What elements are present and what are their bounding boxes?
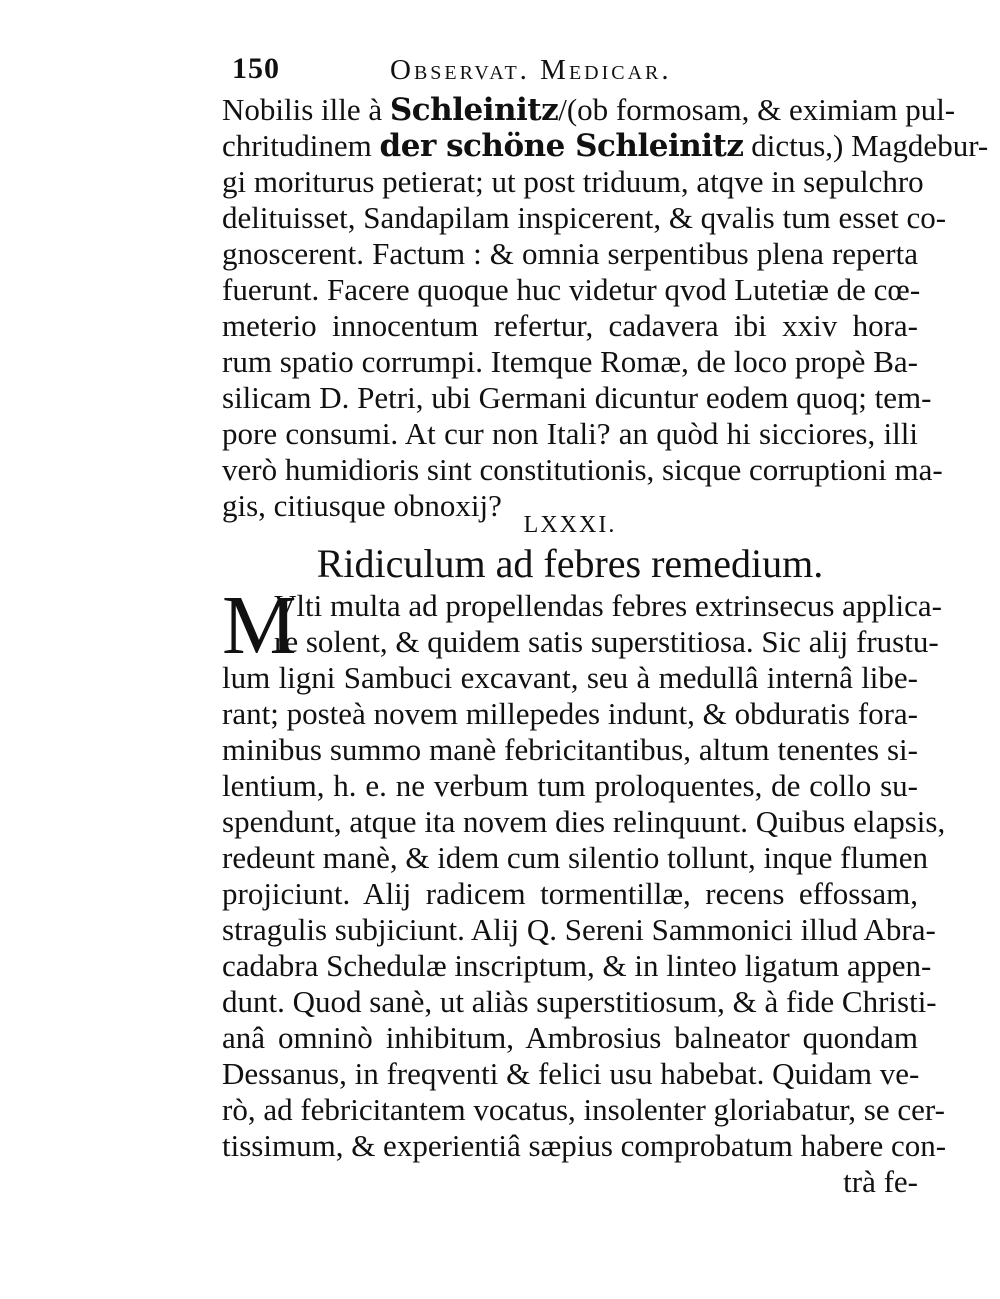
text-line: anâ omninò inhibitum, Ambrosius balneator quondam <box>222 1020 918 1055</box>
chapter-body <box>222 588 947 1200</box>
text-line: dunt. Quod sanè, ut aliàs superstitiosum, & à fide Christi- <box>222 984 937 1019</box>
text-line: pore consumi. At cur non Itali? an quòd hi sicciores, illi <box>222 416 918 451</box>
text-run: Nobilis ille à <box>222 92 390 127</box>
text-line: projiciunt. Alij radicem tormentillæ, recens effossam, <box>222 876 918 911</box>
text-line: gi moriturus petierat; ut post triduum, atqve in sepulchro <box>222 164 924 199</box>
text-line: gis, citiusque obnoxij? <box>222 488 502 523</box>
page-number: 150 <box>232 52 280 85</box>
text-line: spendunt, atque ita novem dies relinquunt. Quibus elapsis, <box>222 804 946 839</box>
text-line: meterio innocentum refertur, cadavera ibi xxiv hora- <box>222 308 918 343</box>
text-line: cadabra Schedulæ inscriptum, & in linteo ligatum appen- <box>222 948 932 983</box>
running-title: Observat. Medicar. <box>390 54 672 86</box>
text-line: redeunt manè, & idem cum silentio tollunt, inque flumen <box>222 840 928 875</box>
text-line: stragulis subjiciunt. Alij Q. Sereni Sammonici illud Abra- <box>222 912 936 947</box>
text-line: lentium, h. e. ne verbum tum proloquentes, de collo su- <box>222 768 918 803</box>
blackletter-name: Schleinitz <box>389 92 559 128</box>
text-run: dictus,) Magdebur- <box>743 128 989 163</box>
blackletter-name: der schöne Schleinitz <box>379 128 744 164</box>
drop-capital: M <box>222 579 297 672</box>
text-line: Dessanus, in freqventi & felici usu habebat. Quidam ve- <box>222 1056 920 1091</box>
text-line: minibus summo manè febricitantibus, altum tenentes si- <box>222 732 918 767</box>
text-line: gnoscerent. Factum : & omnia serpentibus plena reperta <box>222 236 918 271</box>
text-line: rum spatio corrumpi. Itemque Romæ, de loco propè Ba- <box>222 344 918 379</box>
text-line: delituisset, Sandapilam inspicerent, & qvalis tum esset co- <box>222 200 947 235</box>
text-line: silicam D. Petri, ubi Germani dicuntur eodem quoq; tem- <box>222 380 932 415</box>
catchword: trà fe- <box>843 1164 918 1199</box>
text-line: tissimum, & experientiâ sæpius comprobatum habere con- <box>222 1128 947 1163</box>
chapter-title: Ridiculum ad febres remedium. <box>316 541 824 586</box>
text-line <box>222 128 989 164</box>
text-line <box>222 92 956 128</box>
text-run: /(ob formosam, & eximiam pul- <box>558 92 956 127</box>
text-line: Vlti multa ad propellendas febres extrinsecus applica- <box>274 588 942 623</box>
chapter-number: LXXXI. <box>523 512 617 538</box>
text-line: rò, ad febricitantem vocatus, insolenter gloriabatur, se cer- <box>222 1092 945 1127</box>
previous-chapter-text <box>222 92 989 524</box>
text-run: chritudinem <box>222 128 380 163</box>
text-line: lum ligni Sambuci excavant, seu à medullâ internâ libe- <box>222 660 918 695</box>
text-line: verò humidioris sint constitutionis, sicque corruptioni ma- <box>222 452 943 487</box>
running-head <box>222 52 922 92</box>
text-line: re solent, & quidem satis superstitiosa. Sic alij frustu- <box>274 624 939 659</box>
text-line: fuerunt. Facere quoque huc videtur qvod Lutetiæ de cœ- <box>222 272 921 307</box>
text-line: rant; posteà novem millepedes indunt, & obduratis fora- <box>222 696 918 731</box>
